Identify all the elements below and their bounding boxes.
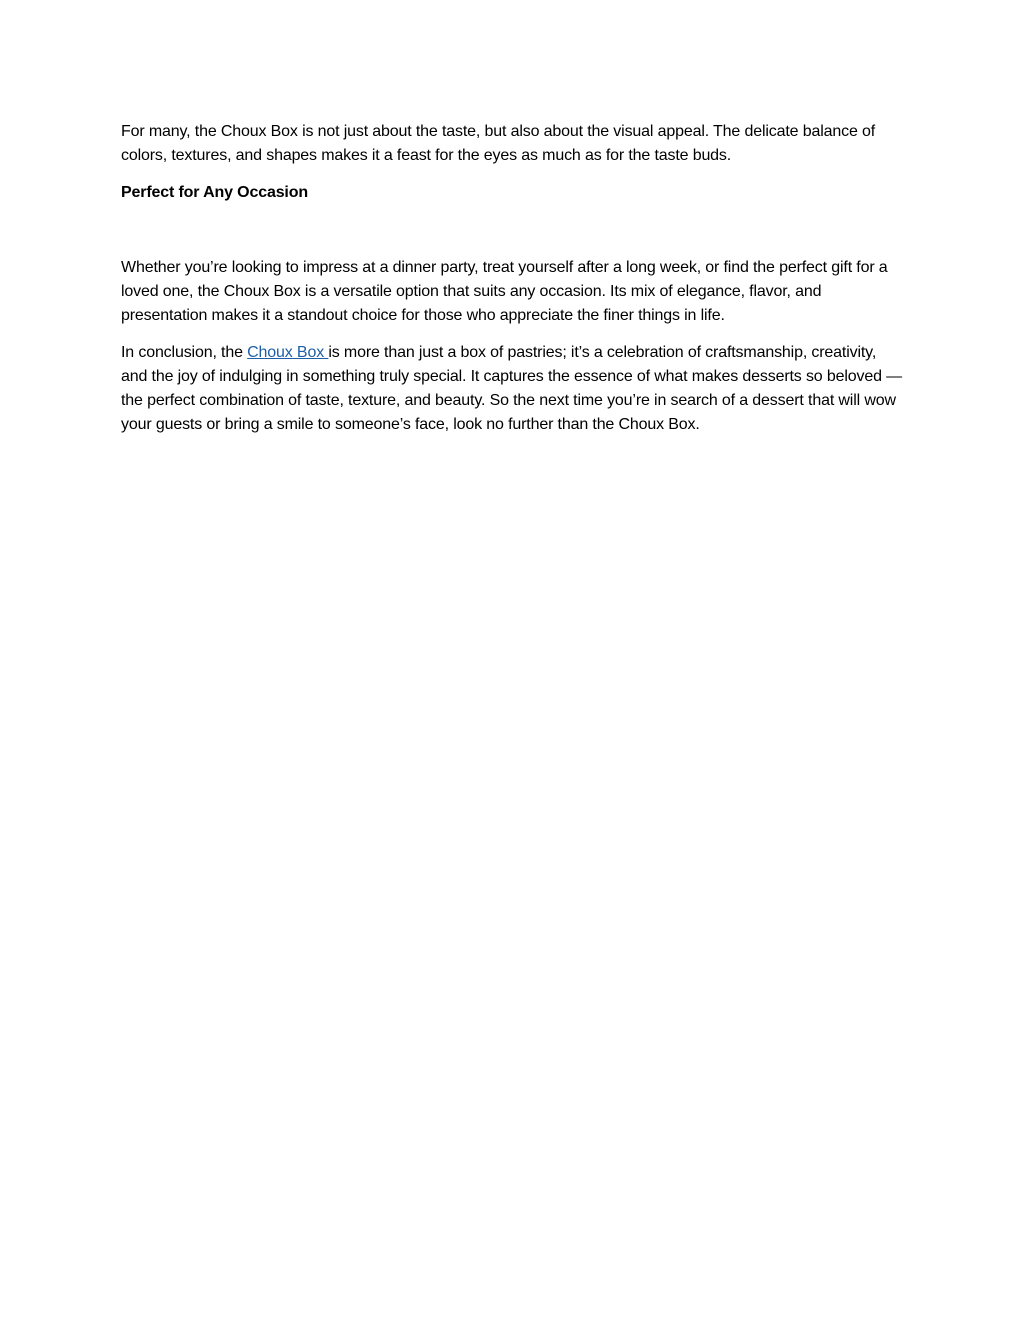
paragraph-conclusion [121,341,906,437]
conclusion-text-after-link: is more than just a box of pastries; it’s a celebration of craftsmanship, creativity, and the joy of indulging in something truly special. It captures the essence of what makes desserts so beloved — the perfect combination of taste, texture, and beauty. So the next time you’re in search of a dessert that will wow your guests or bring a smile to someone’s face, look no further than the Choux Box. [121,344,902,433]
choux-box-link[interactable]: Choux Box [247,344,329,361]
paragraph-occasion: Whether you’re looking to impress at a dinner party, treat yourself after a long week, or find the perfect gift for a loved one, the Choux Box is a versatile option that suits any occasion. Its mix of elegance, flavor, and presentation makes it a standout choice for those who appreciate the finer things in life. [121,259,888,324]
section-heading: Perfect for Any Occasion [121,184,308,201]
paragraph-visual-appeal: For many, the Choux Box is not just about the taste, but also about the visual appeal. The delicate balance of colors, textures, and shapes makes it a feast for the eyes as much as for the taste buds. [121,123,876,164]
document-body [121,120,906,437]
conclusion-text-before-link: In conclusion, the [121,344,248,361]
